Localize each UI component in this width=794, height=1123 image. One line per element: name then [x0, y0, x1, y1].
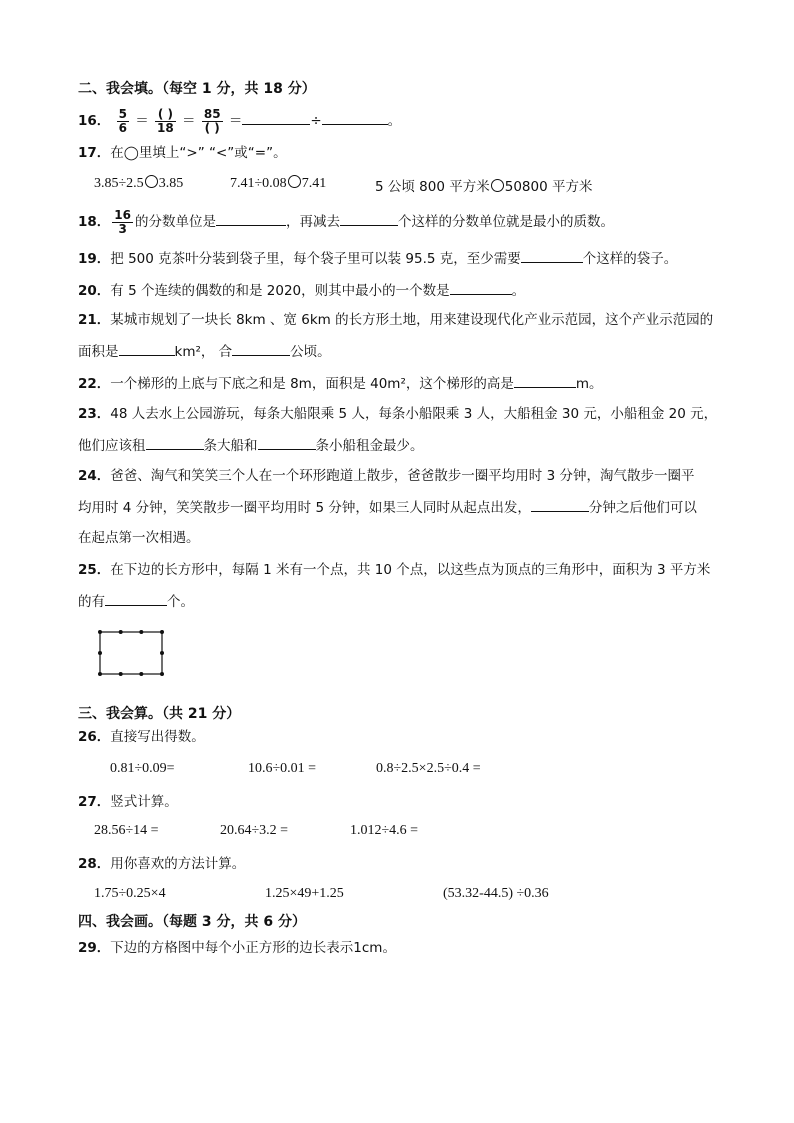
question-19: 19．把 500 克茶叶分装到袋子里，每个袋子里可以装 95.5 克，至少需要 个这样的袋子。	[78, 248, 754, 269]
question-24-line-3: 在起点第一次相遇。	[78, 530, 200, 546]
compare-circle[interactable]	[288, 175, 301, 188]
q17-compare-b: 7.41÷0.08 7.41	[230, 176, 327, 191]
q17-compare-c: 5 公顷 800 平方米 50800 平方米	[375, 179, 593, 195]
question-24-line-1: 24．爸爸、淘气和笑笑三个人在一个环形跑道上散步，爸爸散步一圈平均用时 3 分钟，淘气散步一圈平	[78, 468, 695, 484]
q18-blank-1[interactable]	[216, 211, 286, 226]
dot	[160, 630, 164, 634]
dot	[139, 672, 143, 676]
q16-fraction-2: $\frac{( )}{18}$	[157, 107, 174, 135]
q28-expr-c: (53.32-44.5) ÷0.36	[443, 886, 549, 901]
section-4-title: 四、我会画。（每题 3 分，共 6 分）	[78, 914, 306, 930]
q25-blank[interactable]	[105, 591, 167, 606]
dot	[98, 630, 102, 634]
q17-compare-a: 3.85÷2.5 3.85	[94, 176, 184, 191]
q26-expr-c: 0.8÷2.5×2.5÷0.4 =	[376, 761, 481, 776]
dot	[119, 630, 123, 634]
section-3-title: 三、我会算。（共 21 分）	[78, 706, 241, 722]
q18-fraction: $\frac{16}{3}$	[114, 208, 131, 236]
q22-blank[interactable]	[514, 373, 576, 388]
q16-number: 16．	[78, 113, 111, 129]
q27-expr-a: 28.56÷14 =	[94, 823, 159, 838]
dot	[160, 672, 164, 676]
question-21-line-1: 21．某城市规划了一块长 8km 、宽 6km 的长方形土地，用来建设现代化产业示范园，这个产业示范园的	[78, 312, 714, 328]
question-24-line-2: 均用时 4 分钟，笑笑散步一圈平均用时 5 分钟，如果三人同时从起点出发， 分钟之后他们可以	[78, 497, 754, 518]
q19-blank[interactable]	[521, 248, 583, 263]
q23-blank-1[interactable]	[146, 435, 204, 450]
q24-blank[interactable]	[531, 497, 589, 512]
section-2-title: 二、我会填。（每空 1 分，共 18 分）	[78, 81, 316, 97]
dot	[119, 672, 123, 676]
q27-expr-c: 1.012÷4.6 =	[350, 823, 419, 838]
q26-expr-b: 10.6÷0.01 =	[248, 761, 317, 776]
q16-blank-2[interactable]	[322, 110, 388, 125]
question-17: 17．在◯里填上“>” “<”或“=”。	[78, 145, 287, 161]
dot	[98, 651, 102, 655]
question-26: 26．直接写出得数。	[78, 729, 205, 745]
q18-blank-2[interactable]	[340, 211, 398, 226]
dot	[160, 651, 164, 655]
compare-circle[interactable]	[145, 175, 158, 188]
question-21-line-2: 面积是 km²， 合 公顷。	[78, 341, 754, 362]
q28-expr-a: 1.75÷0.25×4	[94, 886, 166, 901]
question-28: 28．用你喜欢的方法计算。	[78, 856, 246, 872]
q16-fraction-3: $\frac{85}{( )}$	[203, 107, 221, 135]
question-18: 18． $\frac{16}{3}$ 的分数单位是 ，再减去 个这样的分数单位就是最小的质数。	[78, 208, 614, 236]
q16-fraction-1: $\frac{5}{6}$	[118, 107, 127, 135]
rectangle-outline	[100, 632, 162, 674]
q20-blank[interactable]	[450, 280, 512, 295]
question-25-line-1: 25．在下边的长方形中，每隔 1 米有一个点，共 10 个点，以这些点为顶点的三角形中，面积为 3 平方米	[78, 562, 711, 578]
compare-circle[interactable]	[491, 179, 504, 192]
dot	[139, 630, 143, 634]
dot	[98, 672, 102, 676]
q21-blank-1[interactable]	[119, 341, 175, 356]
question-29: 29．下边的方格图中每个小正方形的边长表示1cm。	[78, 940, 396, 956]
question-20: 20．有 5 个连续的偶数的和是 2020，则其中最小的一个数是 。	[78, 280, 754, 301]
q16-blank-1[interactable]	[242, 110, 310, 125]
question-16: 16． $\frac{5}{6}$ ＝ $\frac{( )}{18}$ ＝ $\frac{85}{( )}$ ＝ ÷ 。	[78, 107, 402, 135]
question-23-line-1: 23．48 人去水上公园游玩，每条大船限乘 5 人，每条小船限乘 3 人，大船租金 30 元，小船租金 20 元，	[78, 406, 718, 422]
dot-rectangle-figure	[96, 628, 168, 680]
q21-blank-2[interactable]	[232, 341, 290, 356]
q23-blank-2[interactable]	[258, 435, 316, 450]
question-23-line-2: 他们应该租 条大船和 条小船租金最少。	[78, 435, 754, 456]
q27-expr-b: 20.64÷3.2 =	[220, 823, 289, 838]
question-22: 22．一个梯形的上底与下底之和是 8m，面积是 40m²，这个梯形的高是 m。	[78, 373, 754, 394]
question-27: 27．竖式计算。	[78, 794, 178, 810]
q28-expr-b: 1.25×49+1.25	[265, 886, 344, 901]
question-25-line-2: 的有 个。	[78, 591, 754, 612]
q26-expr-a: 0.81÷0.09=	[110, 761, 175, 776]
